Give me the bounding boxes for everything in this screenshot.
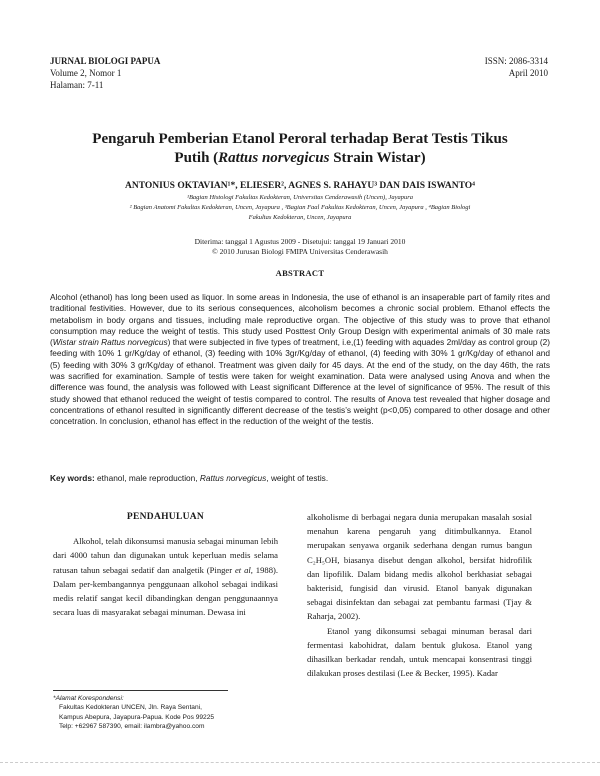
keywords (50, 473, 550, 484)
intro-paragraph-3: Etanol yang dikonsumsi sebagai minuman berasal dari fermentasi kabohidrat, dalam bentuk glukosa. Etanol yang dihasilkan berkadar rendah, untuk mencapai konsentrasi tinggi dilakukan proses destilasi (Lee & Becker, 1995). Kadar (307, 625, 532, 679)
title-line-2 (60, 149, 540, 168)
authors: ANTONIUS OKTAVIAN¹*, ELIESER², AGNES S. RAHAYU³ DAN DAIS ISWANTO⁴ (124, 181, 476, 191)
abstract-text (50, 292, 550, 428)
footnote-line-2: Kampus Abepura, Jayapura-Papua. Kode Pos 99225 (59, 713, 215, 721)
left-column (53, 510, 278, 619)
page-bottom-divider (0, 762, 600, 763)
footnote-label: *Alamat Korespondensi: (53, 695, 124, 702)
copyright: © 2010 Jurusan Biologi FMIPA Universitas Cenderawasih (212, 247, 388, 256)
intro-p1-part-a: Alkohol, telah dikonsumsi manusia sebagai minuman lebih dari 4000 tahun dan digunakan untuk keperluan medis selama ratusan tahun sebagai sedatif dan analgetik (Pinger (53, 536, 278, 575)
journal-volume: Volume 2, Nomor 1 (50, 68, 122, 78)
affiliation-line-1: ¹Bagian Histologi Fakultas Kedokteran, Universitas Cenderawasih (Uncen), Jayapura (187, 194, 413, 201)
journal-title: JURNAL BIOLOGI PAPUA (50, 56, 161, 66)
title-species: Rattus norvegicus (218, 150, 330, 166)
right-column (307, 510, 532, 680)
title-line-2-post: Strain Wistar) (329, 150, 426, 166)
intro-p1-part-b: , 1988). Dalam per-kembangannya penggunaan alkohol sebagai indikasi medis relatif sangat kecil dibandingkan dengan penggunaannya secara luas di masyarakat sebagai minuman. Dewasa ini (53, 564, 278, 618)
journal-header-right (485, 55, 548, 79)
received-accepted: Diterima: tanggal 1 Agustus 2009 - Disetujui: tanggal 19 Januari 2010 (194, 237, 406, 246)
footnote-line-3: Telp: +62967 587390, email: ilambra@yahoo.com (59, 723, 205, 731)
keywords-species: Rattus norvegicus (199, 473, 267, 483)
section-heading: PENDAHULUAN (126, 512, 205, 522)
affiliation-line-2: ² Bagian Anatomi Fakultas Kedokteran, Uncen, Jayapura , ³Bagian Faal Fakultas Kedokteran, Uncen, Jayapura , ⁴Bagian Biologi (129, 204, 471, 211)
issue-date: April 2010 (508, 68, 548, 78)
correspondence-footnote (53, 694, 283, 732)
abstract-species: Wistar strain Rattus norvegicus (52, 337, 168, 348)
affiliations (60, 193, 540, 223)
title-line-1: Pengaruh Pemberian Etanol Peroral terhadap Berat Testis Tikus (92, 131, 508, 147)
affiliation-line-3: Fakultas Kedokteran, Uncen, Jayapura (248, 214, 352, 221)
intro-p1-etal: et al (234, 564, 251, 575)
keywords-part-a: ethanol, male reproduction, (94, 473, 200, 483)
footnote-rule (53, 690, 228, 691)
journal-header (50, 55, 160, 91)
title-line-2-pre: Putih ( (174, 150, 219, 166)
footnote-line-1: Fakultas Kedokteran UNCEN, Jln. Raya Sentani, (59, 704, 202, 712)
issn: ISSN: 2086-3314 (484, 56, 548, 66)
keywords-label: Key words: (50, 473, 95, 483)
paper-title (60, 130, 540, 168)
journal-pages: Halaman: 7-11 (50, 80, 104, 90)
abstract-part-a: Alcohol (ethanol) has long been used as liquor. In some areas in Indonesia, the use of ethanol is an insaperable part of family rites and traditional festivities. However, due to its serious consequences, alcoholism becomes a chronic social problem. Ethanol effects the metabolism in body organs and tissues, including male reproductive organ. The objective of this study was to prove that ethanol consumption may reduce the weight of testis. This study used Posttest Only Group Design with experimental animals of 30 male rats ( (50, 292, 550, 348)
publication-dates (60, 237, 540, 257)
abstract-part-b: ) that were subjected in five types of treatment, i.e,(1) feeding with aquades 2ml/day as control group (2) feeding with 10% 1 gr/Kg/day of ethanol, (3) feeding with 10% 3gr/Kg/day of ethanol, (4) feeding with 30% 1 gr/Kg/day of ethanol and (5) feeding with 30% 3 gr/Kg/day of ethanol. Treatment was given daily for 45 days. At the end of the study, on the day 46th, the rats was sacrified for examination. Sample of testis were taken for weight examination. Data were analysed using Anova and when the difference was found, the analysis was followed with Least significant Difference at the level of significance of 95%. The result of this study showed that ethanol reduced the weight of testis compared to control. The results of Anova test revealed that higher dosage and concentrations of ethanol resulted in significantly different decrease of the testis’s weight (p<0,05) compared to other dosage and other concetration. In conclusion, ethanol has effect in the reduction of the weight of the testis. (50, 337, 550, 427)
keywords-part-b: , weight of testis. (266, 473, 329, 483)
abstract-heading: ABSTRACT (275, 268, 325, 278)
intro-paragraph-2: alkoholisme di berbagai negara dunia merupakan masalah sosial menahun karena pengaruh yang ditimbulkannya. Etanol merupakan senyawa organik sederhana dengan rumus bangun C₂H₅OH, biasanya disebut dengan alkohol, bersifat hidrofilik dan lipofilik. Dalam bidang medis alkohol berkhasiat sebagai bakterisid, fungisid dan virusid. Etanol banyak digunakan sebagai disinfektan dan sebagai zat pembantu farmasi (Tjay & Raharja, 2002). (307, 512, 532, 622)
intro-paragraph-1 (53, 534, 278, 619)
